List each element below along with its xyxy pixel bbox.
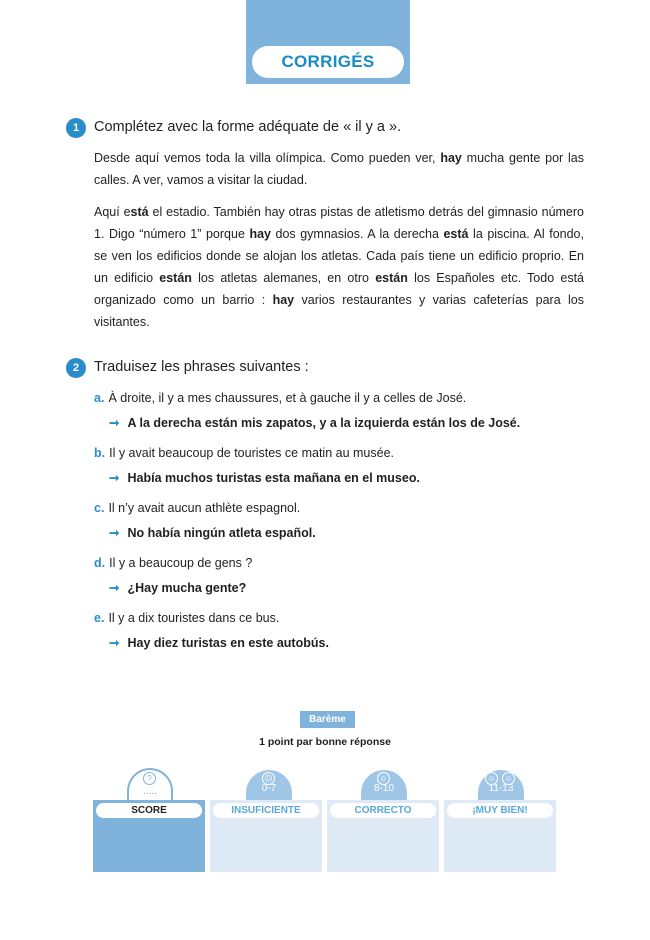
score-dome [127, 768, 173, 802]
item-text: Il y avait beaucoup de touristes ce matin au musée. [109, 446, 394, 460]
item-d-answer [109, 580, 246, 595]
score-label: SCORE [96, 803, 202, 818]
page-title: CORRIGÉS [252, 46, 404, 78]
correcto-column [327, 800, 439, 872]
question-icon: ? [143, 772, 156, 785]
item-c-answer [109, 525, 316, 540]
range-label: 11-13 [488, 783, 514, 794]
bold-answer: hay [440, 151, 462, 165]
correcto-label: CORRECTO [330, 803, 436, 818]
arrow-icon: ➞ [109, 526, 120, 540]
bareme-label: Barème [300, 711, 355, 728]
score-dots: ..... [143, 786, 157, 797]
smile-face-icon: ☺ [377, 772, 390, 785]
header-banner [246, 0, 410, 84]
arrow-icon: ➞ [109, 416, 120, 430]
answer-text: No había ningún atleta español. [127, 526, 316, 540]
insuficiente-dome [246, 770, 292, 800]
item-text: À droite, il y a mes chaussures, et à gauche il y a celles de José. [108, 391, 467, 405]
answer-text: A la derecha están mis zapatos, y a la izquierda están los de José. [127, 416, 521, 430]
item-text: Il y a dix touristes dans ce bus. [108, 611, 280, 625]
bold-answer: hay [272, 293, 295, 307]
arrow-icon: ➞ [109, 471, 120, 485]
item-c-french [94, 501, 300, 515]
text-run: los atletas alemanes, en otro [191, 271, 376, 285]
item-a-french [94, 391, 466, 405]
arrow-icon: ➞ [109, 636, 120, 650]
smile-face-icon: ☺ [485, 772, 498, 785]
text-run: dos gymnasios. A la derecha [270, 227, 444, 241]
bareme-subtitle: 1 point par bonne réponse [259, 736, 391, 748]
score-column [93, 800, 205, 872]
bold-answer: están [375, 271, 408, 285]
text-run: mucha gente por las calles. A ver, vamos a visitar la ciudad. [94, 151, 584, 187]
question-2-title: Traduisez les phrases suivantes : [94, 359, 309, 375]
muy-bien-dome [478, 770, 524, 800]
smile-face-icon: ☺ [502, 772, 515, 785]
arrow-icon: ➞ [109, 581, 120, 595]
text-run: la piscina. Al fondo, se ven los edificios donde se alojan los atletas. Cada país tiene un edificio proprio. En un edificio [94, 227, 584, 285]
item-b-french [94, 446, 394, 460]
text-run: los Españoles etc. Todo está organizado como un barrio : [94, 271, 584, 307]
item-a-answer [109, 415, 520, 430]
answer-text: Hay diez turistas en este autobús. [127, 636, 329, 650]
muy-bien-column [444, 800, 556, 872]
bold-answer: hay [249, 227, 271, 241]
item-e-french [94, 611, 279, 625]
text-run: varios restaurantes y varias cafeterías para los visitantes. [94, 293, 585, 329]
item-letter: c. [94, 501, 105, 515]
item-letter: b. [94, 446, 106, 460]
bold-answer: stá [130, 205, 149, 219]
insuficiente-label: INSUFICIENTE [213, 803, 319, 818]
answer-text: Había muchos turistas esta mañana en el museo. [127, 471, 420, 485]
item-letter: e. [94, 611, 105, 625]
question-1-paragraph-2 [94, 201, 584, 333]
range-label: 8-10 [373, 783, 394, 794]
text-run: Desde aquí vemos toda la villa olímpica. Como pueden ver, [94, 151, 441, 165]
question-1-title: Complétez avec la forme adéquate de « il y a ». [94, 119, 402, 135]
range-label: 0-7 [261, 783, 277, 794]
text-run: el estadio. También hay otras pistas de atletismo detrás del gimnasio número 1. Digo “número 1” porque [94, 205, 584, 241]
question-number-1: 1 [66, 118, 86, 138]
item-d-french [94, 556, 252, 570]
item-letter: d. [94, 556, 106, 570]
item-letter: a. [94, 391, 105, 405]
item-e-answer [109, 635, 329, 650]
correcto-dome [361, 770, 407, 800]
item-text: Il y a beaucoup de gens ? [109, 556, 253, 570]
question-1-paragraph-1 [94, 147, 584, 191]
item-b-answer [109, 470, 420, 485]
muy-bien-label: ¡MUY BIEN! [447, 803, 553, 818]
text-run: Aquí e [94, 205, 131, 219]
bold-answer: están [159, 271, 192, 285]
item-text: Il n’y avait aucun athlète espagnol. [108, 501, 301, 515]
bold-answer: está [443, 227, 469, 241]
question-number-2: 2 [66, 358, 86, 378]
answer-text: ¿Hay mucha gente? [127, 581, 247, 595]
sad-face-icon: ☹ [262, 772, 275, 785]
insuficiente-column [210, 800, 322, 872]
